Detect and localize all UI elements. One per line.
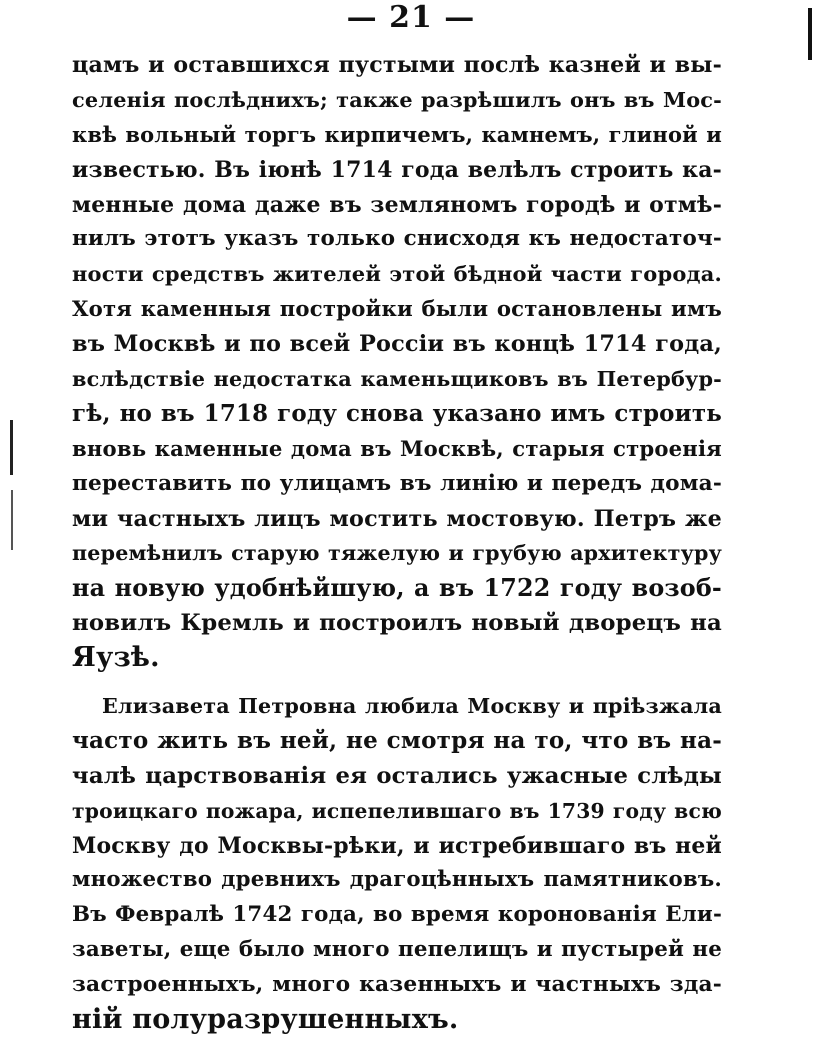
text-line: квѣ вольный торгъ кирпичемъ, камнемъ, глиной и <box>72 121 722 147</box>
text-line: Въ Февралѣ 1742 года, во время коронованія Ели- <box>72 902 722 928</box>
text-line: вновь каменные дома въ Москвѣ, старыя строенія <box>72 435 722 461</box>
text-line: чалѣ царствованія ея остались ужасные слѣды <box>72 762 722 789</box>
text-line: Москву до Москвы-рѣки, и истребившаго въ ней <box>72 832 722 859</box>
text-line: часто жить въ ней, не смотря на то, что въ на- <box>72 726 722 754</box>
paragraph-1 <box>72 48 722 676</box>
text-line: Хотя каменныя постройки были остановлены имъ <box>72 296 722 322</box>
text-line: въ Москвѣ и по всей Россіи въ концѣ 1714 года, <box>72 331 722 358</box>
text-line: новилъ Кремль и построилъ новый дворецъ на <box>72 610 722 637</box>
text-line: застроенныхъ, много казенныхъ и частныхъ зда- <box>72 972 722 998</box>
text-line: селенія послѣднихъ; также разрѣшилъ онъ въ Мос- <box>72 86 722 112</box>
text-line: ности средствъ жителей этой бѣдной части города. <box>72 261 722 287</box>
paragraph-2 <box>72 689 722 1038</box>
text-line: известью. Въ іюнѣ 1714 года велѣлъ строить ка- <box>72 156 722 183</box>
text-line: менные дома даже въ земляномъ городѣ и отмѣ- <box>72 191 722 218</box>
text-line: Елизавета Петровна любила Москву и пріѣзжала <box>102 694 722 718</box>
scan-edge-mark <box>10 420 13 475</box>
text-line: гѣ, но въ 1718 году снова указано имъ строить <box>72 399 722 427</box>
text-line: на новую удобнѣйшую, а въ 1722 году возоб- <box>72 574 722 603</box>
text-line: Яузѣ. <box>72 642 160 674</box>
scan-edge-mark <box>808 8 812 60</box>
text-line: ми частныхъ лицъ мостить мостовую. Петръ же <box>72 505 722 532</box>
text-line: ній полуразрушенныхъ. <box>72 1004 459 1036</box>
scan-edge-mark <box>11 490 13 550</box>
text-line: цамъ и оставшихся пустыми послѣ казней и вы- <box>72 52 722 78</box>
text-line: нилъ этотъ указъ только снисходя къ недостаточ- <box>72 226 722 252</box>
text-line: троицкаго пожара, испепелившаго въ 1739 году всю <box>72 798 722 823</box>
text-line: переставить по улицамъ въ линію и передъ дома- <box>72 470 722 496</box>
text-line: перемѣнилъ старую тяжелую и грубую архитектуру <box>72 541 722 566</box>
text-line: заветы, еще было много пепелищъ и пустырей не <box>72 937 722 963</box>
text-line: вслѣдствіе недостатка каменьщиковъ въ Петербур- <box>72 367 722 392</box>
page-number: — 21 — <box>346 0 476 35</box>
text-line: множество древнихъ драгоцѣнныхъ памятниковъ. <box>72 867 722 893</box>
